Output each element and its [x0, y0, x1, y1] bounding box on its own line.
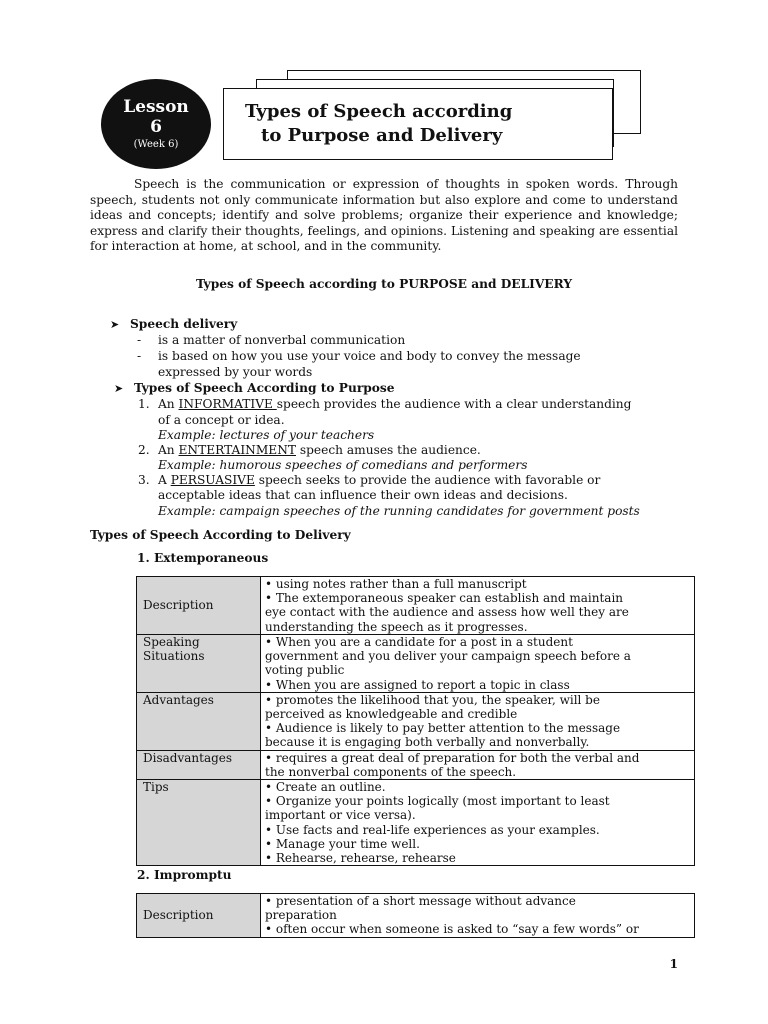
- row-line: because it is engaging both verbally and nonverbally.: [265, 735, 590, 750]
- row-line: the nonverbal components of the speech.: [265, 764, 517, 779]
- section-heading: Types of Speech according to PURPOSE and DELIVERY: [195, 277, 573, 291]
- row-label: Tips: [137, 780, 261, 866]
- title-card: [223, 88, 613, 160]
- list-item-entertainment: [158, 443, 481, 457]
- page-number: 1: [669, 957, 678, 971]
- delivery-heading: Types of Speech According to Delivery: [90, 528, 351, 542]
- list-item-informative: [158, 397, 631, 411]
- row-line: voting public: [265, 663, 345, 678]
- item-keyword: PERSUASIVE: [170, 473, 255, 487]
- row-line: • presentation of a short message without advance: [265, 894, 576, 908]
- purpose-heading: Types of Speech According to Purpose: [134, 381, 395, 395]
- arrow-bullet-icon: ➤: [110, 318, 120, 331]
- row-content: [261, 635, 695, 693]
- row-line: • The extemporaneous speaker can establish and maintain: [265, 591, 624, 606]
- row-line: • Organize your points logically (most important to least: [265, 794, 610, 809]
- row-label: [137, 635, 261, 693]
- item-prefix: An: [158, 443, 179, 457]
- item-text: speech seeks to provide the audience with favorable or: [254, 473, 601, 487]
- row-label: Advantages: [137, 692, 261, 750]
- row-label: Description: [137, 894, 261, 938]
- row-content: [261, 692, 695, 750]
- table-row: [137, 692, 695, 750]
- row-label: Disadvantages: [137, 750, 261, 779]
- dash-bullet: -: [137, 333, 142, 347]
- table-row: [137, 577, 695, 635]
- row-line: understanding the speech as it progresses.: [265, 619, 528, 634]
- arrow-bullet-icon: ➤: [114, 382, 124, 395]
- lesson-badge: [101, 79, 211, 169]
- item-example: Example: lectures of your teachers: [158, 428, 375, 442]
- list-item: is a matter of nonverbal communication: [158, 333, 406, 347]
- row-line: • When you are assigned to report a topic in class: [265, 677, 570, 692]
- row-label: Description: [137, 577, 261, 635]
- impromptu-table: [136, 893, 695, 938]
- list-item-persuasive: [158, 473, 600, 487]
- row-label-line: Speaking: [143, 635, 200, 649]
- item-keyword: ENTERTAINMENT: [178, 443, 296, 457]
- item-example: Example: campaign speeches of the running candidates for government posts: [158, 504, 640, 518]
- item-number: 3.: [138, 473, 150, 487]
- row-line: eye contact with the audience and assess how well they are: [265, 605, 629, 620]
- extemporaneous-heading: 1. Extemporaneous: [137, 551, 269, 565]
- item-number: 1.: [138, 397, 150, 411]
- row-line: • Audience is likely to pay better attention to the message: [265, 721, 621, 736]
- row-line: • promotes the likelihood that you, the speaker, will be: [265, 692, 600, 707]
- row-line: • Use facts and real-life experiences as your examples.: [265, 822, 600, 837]
- row-content: [261, 894, 695, 938]
- page-title-line1: Types of Speech according: [245, 101, 513, 122]
- row-line: • using notes rather than a full manuscript: [265, 577, 527, 591]
- row-line: important or vice versa).: [265, 808, 416, 823]
- item-continuation: of a concept or idea.: [158, 413, 285, 427]
- table-row: [137, 750, 695, 779]
- lesson-week: (Week 6): [133, 139, 179, 150]
- item-keyword: INFORMATIVE: [178, 397, 277, 411]
- lesson-word: Lesson: [123, 97, 189, 117]
- row-label-line: Situations: [143, 649, 205, 664]
- row-line: preparation: [265, 908, 337, 923]
- table-row: [137, 780, 695, 866]
- dash-bullet: -: [137, 349, 142, 363]
- row-line: government and you deliver your campaign speech before a: [265, 649, 631, 664]
- row-line: • Create an outline.: [265, 780, 386, 795]
- item-continuation: acceptable ideas that can influence their own ideas and decisions.: [158, 488, 568, 502]
- list-item: expressed by your words: [158, 365, 313, 379]
- item-prefix: A: [158, 473, 171, 487]
- item-text: speech amuses the audience.: [296, 443, 481, 457]
- page-title-line2: to Purpose and Delivery: [261, 125, 503, 146]
- row-line: • Manage your time well.: [265, 836, 420, 851]
- impromptu-heading: 2. Impromptu: [137, 868, 232, 882]
- table-row: [137, 635, 695, 693]
- row-line: • Rehearse, rehearse, rehearse: [265, 851, 456, 866]
- list-item: is based on how you use your voice and body to convey the message: [158, 349, 581, 363]
- extemporaneous-table: [136, 576, 695, 866]
- row-line: perceived as knowledgeable and credible: [265, 707, 518, 722]
- row-content: [261, 750, 695, 779]
- row-line: • When you are a candidate for a post in a student: [265, 635, 573, 649]
- item-prefix: An: [158, 397, 179, 411]
- row-content: [261, 780, 695, 866]
- speech-delivery-heading: Speech delivery: [130, 317, 238, 331]
- intro-paragraph: Speech is the communication or expression of thoughts in spoken words. Through speech, students not only communicate information but also explore and come to understand ideas and concepts; identify and solve problems; organize their experience and knowledge; express and clarify their thoughts, feelings, and opinions. Listening and speaking are essential for interaction at home, at school, and in the community.: [90, 177, 678, 253]
- row-line: • often occur when someone is asked to “say a few words” or: [265, 922, 639, 937]
- row-line: • requires a great deal of preparation for both the verbal and: [265, 750, 640, 765]
- lesson-number: 6: [150, 117, 162, 137]
- table-row: [137, 894, 695, 938]
- item-text: speech provides the audience with a clear understanding: [276, 397, 632, 411]
- item-number: 2.: [138, 443, 150, 457]
- row-content: [261, 577, 695, 635]
- item-example: Example: humorous speeches of comedians and performers: [158, 458, 528, 472]
